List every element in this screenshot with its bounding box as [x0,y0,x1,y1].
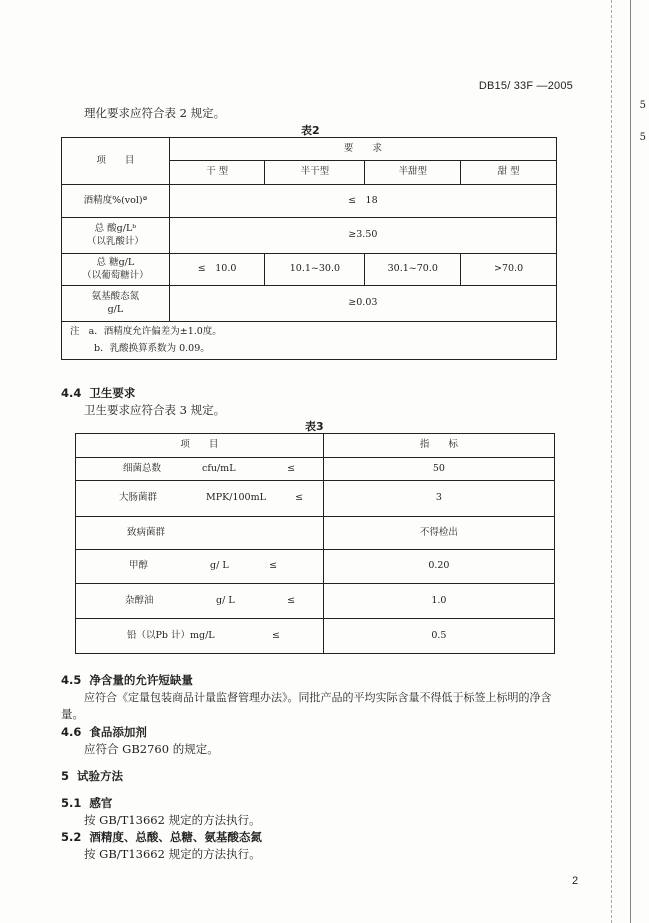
value-fusel-oil: 1.0 [323,584,554,619]
item-unit: g/ L [216,594,235,606]
table2-caption: 表2 [301,124,320,137]
section-number: 5.1 [61,796,82,810]
section-number: 5.2 [61,830,82,844]
section-title: 感官 [89,796,113,810]
type-semi-dry: 半干型 [265,161,365,185]
note-a: a．酒精度允许偏差为±1.0度。 [88,326,222,338]
section-title: 试验方法 [77,769,124,783]
section-title: 卫生要求 [89,386,136,400]
label-line: 总 糖g/L [96,256,135,268]
section-4-4-text: 卫生要求应符合表 3 规定。 [84,403,226,417]
item-op: ≤ [295,492,304,504]
sugar-sweet: >70.0 [461,254,557,286]
row-label-sugar [62,254,170,286]
row-bacteria [76,458,324,481]
type-semi-sweet: 半甜型 [365,161,461,185]
sugar-semi-sweet: 30.1~70.0 [365,254,461,286]
section-5-heading [61,768,123,784]
value-pathogen: 不得检出 [323,517,554,550]
row-label-amino-nitrogen [62,286,170,322]
label-line: （以葡萄糖计） [82,269,149,281]
section-number: 4.5 [61,673,82,687]
section-4-4-heading [61,385,135,401]
section-number: 5 [61,769,70,783]
item-name: 大肠菌群 [119,492,158,504]
document-code: DB15/ 33F —2005 [478,80,573,92]
item-name: 致病菌群 [127,526,166,538]
table3 [75,433,555,654]
row-coliform [76,481,324,517]
item-name: 细菌总数 [123,462,162,474]
item-name: 铅（以Pb 计）mg/L [127,629,215,641]
label-line: （以乳酸计） [86,235,144,247]
value-methanol: 0.20 [323,550,554,584]
page-number: 2 [572,875,579,887]
note-line [70,341,553,357]
col-item-header: 项 目 [76,434,324,458]
note-line [70,324,553,340]
item-name: 甲醇 [129,560,149,572]
row-value-acid: ≥3.50 [169,218,556,254]
col-requirement-header: 要 求 [169,138,556,161]
type-sweet: 甜 型 [461,161,557,185]
sugar-semi-dry: 10.1~30.0 [265,254,365,286]
item-unit: cfu/mL [202,462,236,474]
table2-notes [62,322,557,360]
section-5-1-heading [61,795,112,811]
section-number: 4.4 [61,386,82,400]
item-name: 杂醇油 [125,594,154,606]
label-line: 氨基酸态氮 [91,290,140,302]
row-methanol [76,550,324,584]
section-title: 食品添加剂 [89,725,147,739]
item-op: ≤ [287,462,296,474]
margin-mark: 5 [639,132,646,143]
value-bacteria: 50 [323,458,554,481]
intro-text: 理化要求应符合表 2 规定。 [84,106,226,120]
item-op: ≤ [272,629,280,641]
section-5-1-text: 按 GB/T13662 规定的方法执行。 [84,813,261,827]
section-number: 4.6 [61,725,82,739]
section-4-5-line2: 量。 [61,707,84,721]
col-indicator-header: 指 标 [323,434,554,458]
label-line: 总 酸g/Lᵇ [94,222,137,234]
section-4-5-heading [61,672,193,688]
margin-mark: 5 [639,100,646,111]
note-b: b．乳酸换算系数为 0.09。 [94,342,210,354]
section-title: 净含量的允许短缺量 [89,673,193,687]
row-pathogen [76,517,324,550]
item-unit: g/ L [210,560,229,572]
section-5-2-heading [61,829,262,845]
page-fold-line [611,0,613,923]
row-value-alcohol: ≤ 18 [169,185,556,218]
label-line: g/L [107,303,124,315]
sugar-dry: ≤ 10.0 [169,254,265,286]
item-op: ≤ [287,594,296,606]
section-4-6-heading [61,724,147,740]
row-lead [76,619,324,654]
row-value-amino-nitrogen: ≥0.03 [169,286,556,322]
value-lead: 0.5 [323,619,554,654]
row-label-acid [62,218,170,254]
col-item-header: 项 目 [62,138,170,185]
section-title: 酒精度、总酸、总糖、氨基酸态氮 [89,830,262,844]
section-4-6-text: 应符合 GB2760 的规定。 [84,742,219,756]
type-dry: 干 型 [169,161,265,185]
page-edge-line [630,0,631,923]
item-op: ≤ [269,560,278,572]
table2 [61,137,557,360]
row-label-alcohol: 酒精度%(vol)ª [62,185,170,218]
item-unit: MPK/100mL [206,492,266,504]
table3-caption: 表3 [305,420,324,433]
row-fusel-oil [76,584,324,619]
note-label: 注 [70,326,80,338]
section-4-5-line1: 应符合《定量包装商品计量监督管理办法》。同批产品的平均实际含量不得低于标签上标明的净含 [84,691,552,704]
value-coliform: 3 [323,481,554,517]
section-5-2-text: 按 GB/T13662 规定的方法执行。 [84,847,261,861]
